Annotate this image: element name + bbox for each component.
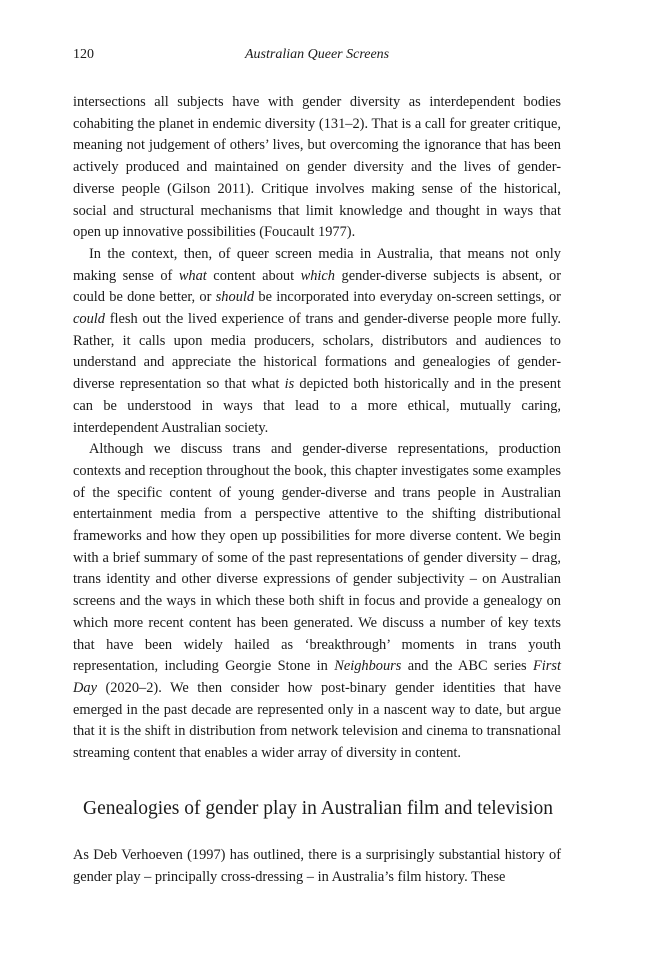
italic-term: First Day (73, 658, 561, 696)
body-text (73, 92, 561, 765)
italic-term: is (284, 376, 295, 393)
paragraph-3 (73, 439, 561, 765)
section-heading: Genealogies of gender play in Australian film and television (83, 798, 554, 819)
italic-term: should (215, 289, 255, 306)
page-header (73, 47, 561, 67)
italic-term: which (300, 267, 335, 284)
text-run: flesh out the lived experience of trans and gender-diverse people more fully. Rather, it calls upon media producers, scholars, distributors and audiences to understand and appreciate the historical formations and genealogies of gender-diverse representation so that what (73, 311, 561, 393)
running-head: Australian Queer Screens (245, 47, 390, 62)
page-number: 120 (73, 47, 94, 62)
italic-term: could (73, 311, 105, 328)
text-run: depicted both historically and in the present can be understood in ways that lead to a more ethical, mutually caring, interdependent Australian society. (73, 376, 561, 436)
text-run: and the ABC series (401, 658, 533, 675)
book-page (73, 0, 561, 975)
section-body (73, 845, 561, 888)
paragraph-2 (73, 244, 561, 439)
text-run: Although we discuss trans and gender-diverse representations, production contexts and reception throughout the book, this chapter investigates some examples of the specific content of young gender-diverse and trans people in Australian entertainment media from a perspective attentive to the shifting distributional frameworks and how they open up possibilities for more diverse content. We begin with a brief summary of some of the past representations of gender diversity – drag, trans identity and other diverse expressions of gender subjectivity – on Australian screens and the ways in which these both shift in focus and provide a genealogy on which more recent content has been generated. We discuss a number of key texts that have been widely hailed as ‘breakthrough’ moments in trans youth representation, including Georgie Stone in (73, 441, 561, 675)
text-run: gender-diverse subjects is absent, or could be done better, or (73, 267, 561, 306)
text-run: content about (206, 267, 301, 284)
text-run: (2020–2). We then consider how post-binary gender identities that have emerged in the past decade are represented only in a nascent way to date, but argue that it is the shift in distribution from network television and cinema to transnational streaming content that enables a wider array of diversity in content. (73, 679, 561, 762)
section-paragraph: As Deb Verhoeven (1997) has outlined, there is a surprisingly substantial history of gender play – principally cross-dressing – in Australia’s film history. These (73, 847, 561, 885)
text-run: In the context, then, of queer screen media in Australia, that means not only making sense of (73, 245, 561, 284)
italic-term: what (178, 267, 207, 284)
text-run: intersections all subjects have with gender diversity as interdependent bodies cohabiting the planet in endemic diversity (131–2). That is a call for greater critique, meaning not judgement of others’ lives, but overcoming the ignorance that has been actively produced and maintained on gender diversity and the lives of gender-diverse people (Gilson 2011). Critique involves making sense of the historical, social and structural mechanisms that limit knowledge and thought in ways that open up innovative possibilities (Foucault 1977). (73, 94, 561, 241)
paragraph-1 (73, 92, 561, 244)
text-run: be incorporated into everyday on-screen settings, or (254, 289, 561, 306)
italic-term: Neighbours (334, 658, 402, 675)
